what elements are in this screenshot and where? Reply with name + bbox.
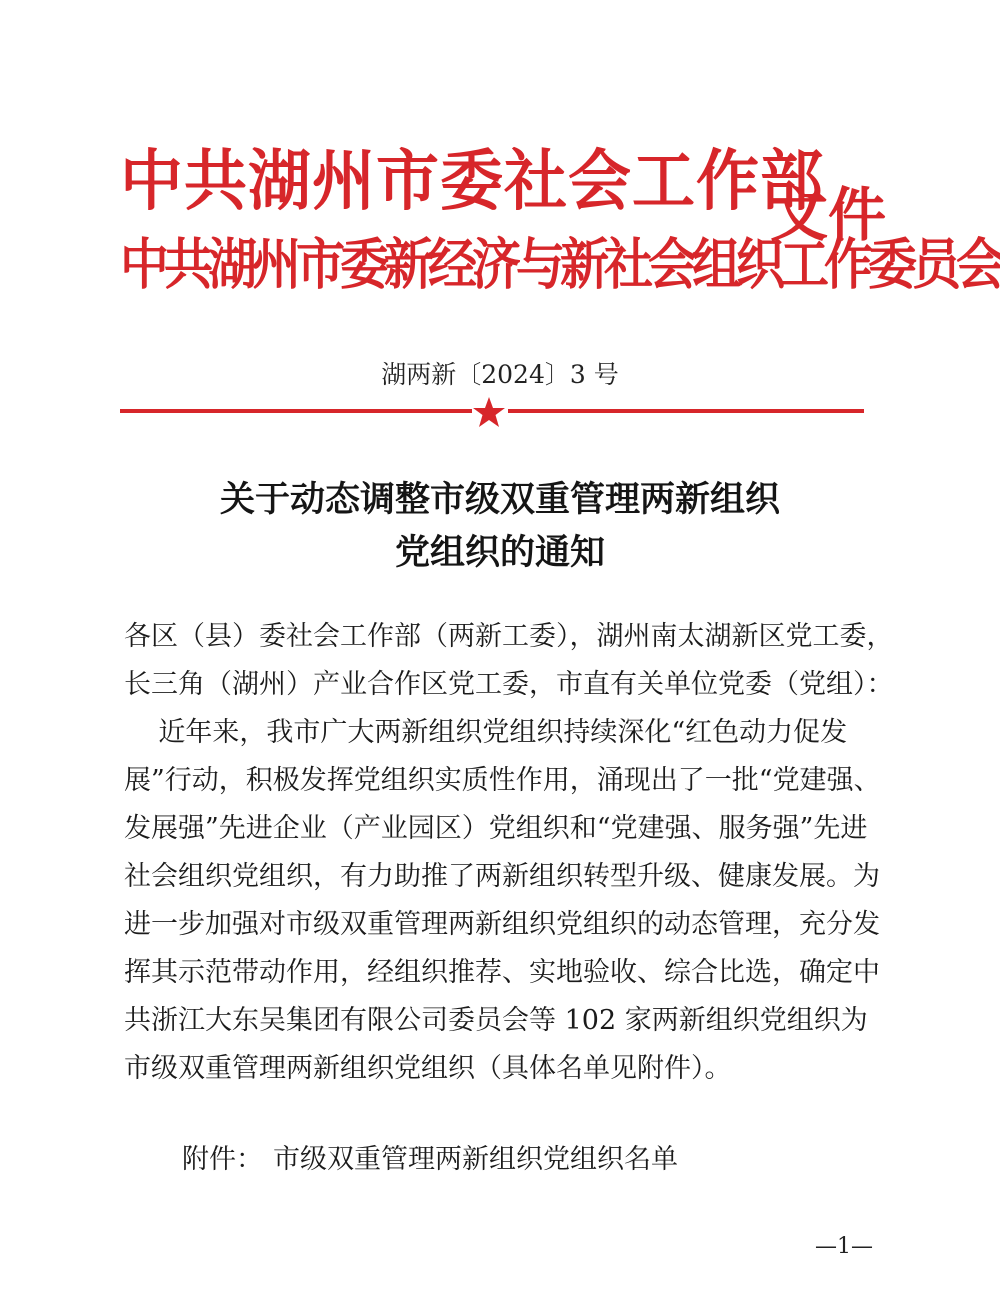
attachment-title: 市级双重管理两新组织党组织名单 [273,1144,678,1175]
body-line: 共浙江大东吴集团有限公司委员会等 102 家两新组织党组织为 [124,1005,868,1036]
document-type-label: 文件 [770,181,887,249]
body-line: 近年来，我市广大两新组织党组织持续深化“红色动力促发 [124,717,848,748]
body-line: 展”行动，积极发挥党组织实质性作用，涌现出了一批“党建强、 [124,765,881,796]
body-line: 市级双重管理两新组织党组织（具体名单见附件）。 [124,1053,732,1084]
body-line: 各区（县）委社会工作部（两新工委），湖州南太湖新区党工委， [124,621,894,652]
document-number: 湖两新〔2024〕3 号 [381,360,619,389]
red-divider-right [508,409,864,413]
star-icon [472,396,506,428]
body-line: 社会组织党组织，有力助推了两新组织转型升级、健康发展。为 [124,861,880,892]
notice-title-line-2: 党组织的通知 [394,532,605,573]
red-divider-left [120,409,472,413]
issuer-name-2: 中共湖州市委新经济与新社会组织工作委员会 [120,233,1000,298]
attachment-label: 附件： [182,1144,263,1175]
page-number: —1— [815,1234,873,1259]
issuer-name-1: 中共湖州市委社会工作部 [120,142,824,220]
attachment-note [182,1137,678,1176]
notice-title-line-1: 关于动态调整市级双重管理两新组织 [219,479,780,520]
body-line: 发展强”先进企业（产业园区）党组织和“党建强、服务强”先进 [124,813,868,844]
body-line: 长三角（湖州）产业合作区党工委，市直有关单位党委（党组）： [124,669,894,700]
body-line: 进一步加强对市级双重管理两新组织党组织的动态管理，充分发 [124,909,880,940]
body-line: 挥其示范带动作用，经组织推荐、实地验收、综合比选，确定中 [124,957,880,988]
